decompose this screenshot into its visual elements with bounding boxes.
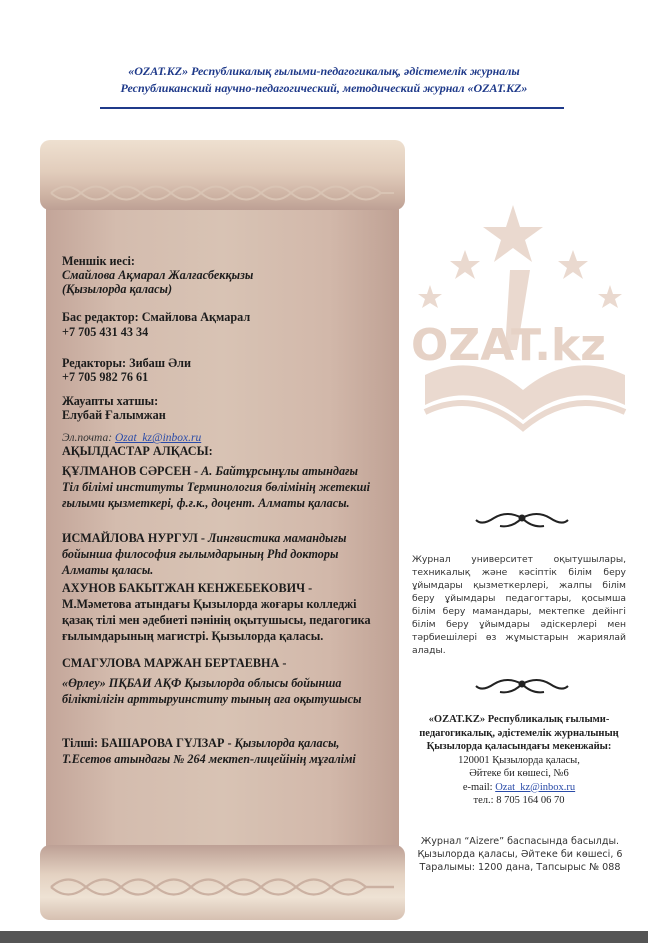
journal-title-kz: «OZAT.KZ» Республикалық ғылыми-педагогикалық, әдістемелік журналы [128,64,520,78]
owner-name: Смайлова Ақмарал Жалғасбекқызы [62,268,254,282]
owner-city: (Қызылорда қаласы) [62,282,173,296]
scroll-ornament-top [46,178,399,208]
address-email: e-mail: Ozat_kz@inbox.ru [462,781,576,793]
council-member: АХУНОВ БАКЫТЖАН КЕНЖЕБЕКОВИЧ - М.Мәметова атындағы Қызылорда жоғары колледжі қазақ тілі мен әдебиеті пәнінің оқытушысы, педагогика ғылымдарының магистрі. Қызылорда қаласы. [62,581,371,643]
secretary-label: Жауапты хатшы: [62,394,159,408]
editors-phone: +7 705 982 76 61 [62,370,149,384]
ozat-logo [405,200,645,450]
print-line3: Таралымы: 1200 дана, Тапсырыс № 088 [419,862,621,873]
council-member: ИСМАЙЛОВА НУРГУЛ - Лингвистика мамандығы бойынша философия ғылымдарының Phd докторы Алматы қаласы. [62,531,347,577]
address-line2: Әйтеке би көшесі, №6 [469,768,569,779]
about-paragraph: Журнал университет оқытушылары, техникалық және кәсіптік білім беру ұйымдары қызметкерлері, жалпы білім беру ұйымдары педагогтары, қосымша білім беру мамандары, мектепке дейінгі білім беру ұйымдары әдіскерлері мен тәрбиешілері өз жұмыстарын жариялай алады. [412,554,626,656]
editors: Редакторы: Зибаш Әли [62,356,191,370]
address-phone: тел.: 8 705 164 06 70 [473,795,565,806]
divider-ornament-1 [472,508,572,538]
owner-label: Меншік иесі: [62,254,135,268]
chief-editor-phone: +7 705 431 43 34 [62,325,149,339]
print-info [400,835,640,874]
correspondent: Тілші: БАШАРОВА ГҮЛЗАР - Қызылорда қаласы, Т.Есетов атындағы № 264 мектеп-лицейінің мұғалімі [62,736,356,766]
address-block [408,713,630,808]
scroll-ornament-bottom [46,870,399,904]
bottom-edge [0,931,648,943]
chief-editor: Бас редактор: Смайлова Ақмарал [62,310,251,324]
address-title: «OZAT.KZ» Республикалық ғылыми-педагогикалық, әдістемелік журналының Қызылорда қаласындағы мекенжайы: [419,714,619,752]
council-member: «Өрлеу» ПҚБАИ АҚФ Қызылорда облысы бойынша біліктілігін арттыруинститу тының аға оқытушысы [62,676,362,706]
email-link[interactable]: Ozat_kz@inbox.ru [114,432,202,444]
council-title: АҚЫЛДАСТАР АЛҚАСЫ: [62,444,213,458]
header-rule [100,107,564,109]
address-email-link[interactable]: Ozat_kz@inbox.ru [495,781,576,793]
council-member: ҚҰЛМАНОВ СӘРСЕН - А. Байтұрсынұлы атындағы Тіл білімі институты Терминология бөлімінің жетекші ғылыми қызметкері, ф.ғ.к., доцент. Алматы қаласы. [62,464,370,510]
print-line1: Журнал “Aizere” баспасында басылды. [420,836,620,847]
address-line1: 120001 Қызылорда қаласы, [458,754,580,766]
email-label: Эл.почта: [62,432,115,444]
logo-text: OZAT.kz [411,320,606,371]
council-member: СМАГУЛОВА МАРЖАН БЕРТАЕВНА - [62,656,287,670]
print-line2: Қызылорда қаласы, Әйтеке би көшесі, 6 [417,849,623,860]
divider-ornament-2 [472,672,572,702]
secretary-name: Елубай Ғалымжан [62,408,166,422]
journal-title-ru: Республиканский научно-педагогический, методический журнал «OZAT.KZ» [120,81,528,95]
